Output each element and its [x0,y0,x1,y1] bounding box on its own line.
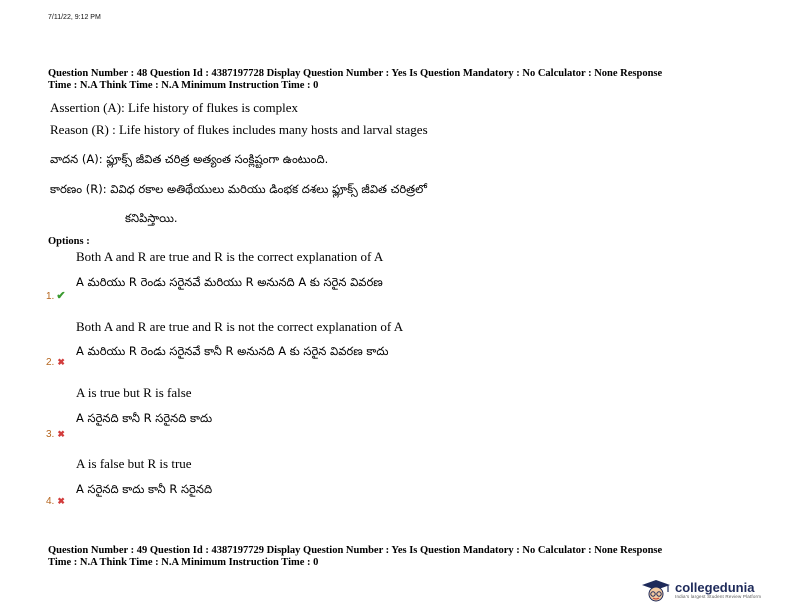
option-3-marker [46,424,65,442]
option-2-number: 2. [46,357,55,368]
option-3-english: A is true but R is false [76,385,192,400]
option-2-english: Both A and R are true and R is not the correct explanation of A [76,319,404,334]
option-2-marker [46,352,65,370]
question-49-header-line2: Time : N.A Think Time : N.A Minimum Instruction Time : 0 [48,557,319,568]
option-1-number: 1. [46,291,55,302]
option-4-telugu: A సరైనది కాదు కానీ R సరైనది [76,482,213,496]
question-48-header-line1: Question Number : 48 Question Id : 4387197728 Display Question Number : Yes Is Question Mandatory : No Calculator : None Response [48,68,663,79]
reason-english: Reason (R) : Life history of flukes includes many hosts and larval stages [50,122,428,137]
question-49-header [48,545,760,569]
logo-tagline: India's largest Student Review Platform [675,594,762,599]
wrong-cross-icon: ✖ [57,357,65,367]
question-49-header-line1: Question Number : 49 Question Id : 4387197729 Display Question Number : Yes Is Question Mandatory : No Calculator : None Response [48,545,663,556]
assertion-telugu: వాదన (A): ఫ్లూక్స్ జీవిత చరిత్ర అత్యంత సంక్లిష్టంగా ఉంటుంది. [50,152,329,166]
option-1-marker [46,286,66,304]
option-4-number: 4. [46,496,55,507]
wrong-cross-icon: ✖ [57,429,65,439]
option-1-telugu: A మరియు R రెండు సరైనవే మరియు R అనునది A కు సరైన వివరణ [76,275,383,289]
question-48-header-line2: Time : N.A Think Time : N.A Minimum Instruction Time : 0 [48,80,319,91]
reason-telugu-line1: కారణం (R): వివిధ రకాల అతిథేయులు మరియు డింభక దశలు ఫ్లూక్స్ జీవిత చరిత్రలో [50,182,427,196]
logo-wordmark: collegedunia [675,580,755,595]
options-label: Options : [48,236,90,247]
option-3-telugu: A సరైనది కానీ R సరైనది కాదు [76,411,213,425]
option-3-number: 3. [46,429,55,440]
option-1-english: Both A and R are true and R is the correct explanation of A [76,249,384,264]
graduate-mascot-icon [640,578,672,602]
assertion-english: Assertion (A): Life history of flukes is complex [50,100,299,115]
print-timestamp: 7/11/22, 9:12 PM [48,14,101,21]
option-4-english: A is false but R is true [76,456,192,471]
reason-telugu-line2: కనిపిస్తాయి. [125,211,178,225]
option-2-telugu: A మరియు R రెండు సరైనవే కానీ R అనునది A కు సరైన వివరణ కాదు [76,344,389,358]
option-4-marker [46,491,65,509]
question-48-header [48,68,760,92]
collegedunia-logo [640,578,761,602]
wrong-cross-icon: ✖ [57,496,65,506]
correct-check-icon: ✔ [56,290,66,302]
